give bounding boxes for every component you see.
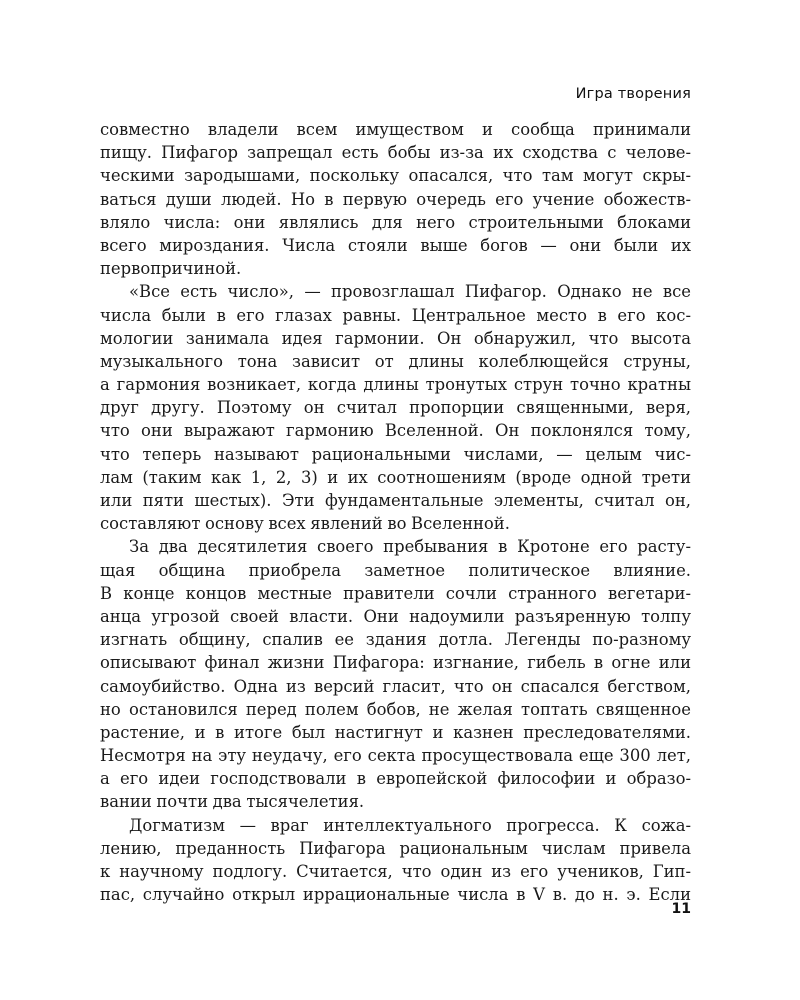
text-line: В конце концов местные правители сочли странного вегетари- — [100, 583, 691, 603]
text-line: самоубийство. Одна из версий гласит, что он спасался бегством, — [100, 676, 691, 696]
text-line: изгнать общину, спалив ее здания дотла. Легенды по-разному — [100, 630, 691, 650]
text-line: пас, случайно открыл иррациональные числа в V в. до н. э. Если — [100, 885, 691, 905]
text-line: ческими зародышами, поскольку опасался, что там могут скры- — [100, 166, 691, 186]
text-line: а гармония возникает, когда длины тронутых струн точно кратны — [100, 375, 691, 395]
text-line: первопричиной. — [100, 259, 242, 279]
text-line: что теперь называют рациональными числами, — целым чис- — [100, 444, 691, 464]
text-line: или пяти шестых). Эти фундаментальные элементы, считал он, — [100, 491, 691, 510]
text-line: что они выражают гармонию Вселенной. Он поклонялся тому, — [100, 421, 691, 441]
text-line: вании почти два тысячелетия. — [100, 792, 365, 812]
text-line: друг другу. Поэтому он считал пропорции священными, веря, — [100, 398, 691, 418]
text-line: лам (таким как 1, 2, 3) и их соотношениям (вроде одной трети — [100, 467, 691, 487]
text-line: к научному подлогу. Считается, что один из его учеников, Гип- — [100, 862, 691, 881]
text-line: ваться души людей. Но в первую очередь его учение обожеств- — [100, 189, 691, 209]
running-head: Игра творения — [575, 86, 691, 102]
text-line: а его идеи господствовали в европейской философии и образо- — [100, 769, 691, 789]
text-line: За два десятилетия своего пребывания в Кротоне его расту- — [129, 537, 691, 557]
text-line: лению, преданность Пифагора рациональным числам привела — [100, 838, 691, 858]
text-line: щая община приобрела заметное политическое влияние. — [100, 560, 691, 580]
body-text — [100, 118, 691, 906]
text-line: числа были в его глазах равны. Центральное место в его кос- — [100, 305, 691, 325]
text-line: Несмотря на эту неудачу, его секта просуществовала еще 300 лет, — [100, 746, 691, 766]
text-line: «Все есть число», — провозглашал Пифагор. Однако не все — [129, 282, 691, 302]
text-line: музыкального тона зависит от длины колеблющейся струны, — [100, 351, 691, 371]
text-line: пищу. Пифагор запрещал есть бобы из-за их сходства с челове- — [100, 143, 691, 163]
text-line: описывают финал жизни Пифагора: изгнание, гибель в огне или — [100, 653, 691, 673]
text-line: совместно владели всем имуществом и сообща принимали — [100, 120, 691, 139]
text-line: всего мироздания. Числа стояли выше богов — они были их — [100, 235, 691, 255]
text-line: но остановился перед полем бобов, не желая топтать священное — [100, 699, 691, 719]
text-line: анца угрозой своей власти. Они надоумили разъяренную толпу — [100, 606, 691, 626]
text-line: мологии занимала идея гармонии. Он обнаружил, что высота — [100, 328, 691, 348]
text-line: растение, и в итоге был настигнут и казнен преследователями. — [100, 722, 691, 742]
text-line: составляют основу всех явлений во Вселенной. — [100, 514, 510, 534]
page-number: 11 — [671, 901, 691, 917]
text-line: Догматизм — враг интеллектуального прогресса. К сожа- — [129, 815, 691, 835]
text-line: вляло числа: они являлись для него строительными блоками — [100, 212, 691, 232]
